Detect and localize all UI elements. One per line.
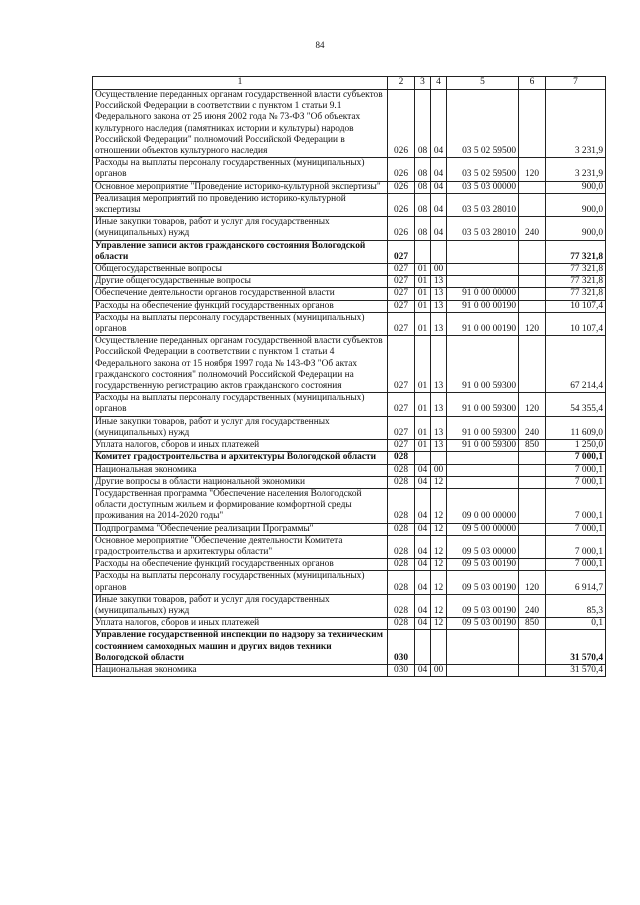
row-sum: 77 321,8 [546,276,606,288]
row-expense-type [519,476,546,488]
table-row [93,336,606,393]
row-section-code: 04 [415,476,431,488]
row-ministry-code: 028 [388,488,415,523]
budget-table [92,76,606,677]
row-sum: 54 355,4 [546,393,606,416]
row-expense-type: 240 [519,217,546,240]
row-subsection-code: 13 [431,288,447,300]
row-target-code [447,464,519,476]
row-expense-type [519,452,546,464]
header-col-7: 7 [546,77,606,90]
row-expense-type [519,276,546,288]
row-subsection-code: 04 [431,193,447,216]
row-target-code [447,476,519,488]
table-row [93,618,606,630]
row-section-code: 01 [415,288,431,300]
row-subsection-code: 12 [431,594,447,617]
row-expense-type [519,336,546,393]
row-section-code: 04 [415,559,431,571]
row-expense-type [519,535,546,558]
row-sum: 7 000,1 [546,464,606,476]
row-name: Иные закупки товаров, работ и услуг для государственных (муниципальных) нужд [93,217,388,240]
header-row [93,77,606,90]
row-name: Реализация мероприятий по проведению историко-культурной экспертизы [93,193,388,216]
header-col-1: 1 [93,77,388,90]
table-row [93,476,606,488]
row-section-code: 04 [415,523,431,535]
row-name: Расходы на выплаты персоналу государственных (муниципальных) органов [93,312,388,335]
table-row [93,452,606,464]
row-subsection-code: 13 [431,336,447,393]
row-expense-type: 120 [519,393,546,416]
header-col-2: 2 [388,77,415,90]
row-subsection-code: 12 [431,535,447,558]
row-subsection-code: 12 [431,476,447,488]
row-expense-type: 120 [519,312,546,335]
row-name: Управление государственной инспекции по надзору за техническим состоянием самоходных машин и других видов техники Вологодской области [93,630,388,665]
table-row [93,276,606,288]
row-sum: 67 214,4 [546,336,606,393]
row-expense-type [519,181,546,193]
table-row [93,559,606,571]
row-ministry-code: 027 [388,288,415,300]
row-expense-type [519,630,546,665]
page-number: 84 [315,40,325,50]
table-row [93,464,606,476]
row-expense-type: 850 [519,618,546,630]
table-body [93,90,606,677]
row-ministry-code: 026 [388,158,415,181]
table-row [93,393,606,416]
row-section-code: 08 [415,193,431,216]
table-row [93,264,606,276]
row-target-code [447,630,519,665]
row-expense-type: 240 [519,416,546,439]
row-ministry-code: 028 [388,618,415,630]
row-name: Основное мероприятие "Проведение историко-культурной экспертизы" [93,181,388,193]
row-sum: 7 000,1 [546,476,606,488]
row-target-code: 09 5 03 00000 [447,535,519,558]
table-row [93,90,606,158]
row-target-code: 03 5 03 28010 [447,217,519,240]
row-sum: 6 914,7 [546,571,606,594]
table-row [93,312,606,335]
row-expense-type [519,240,546,263]
header-col-3: 3 [415,77,431,90]
row-subsection-code: 04 [431,158,447,181]
table-row [93,217,606,240]
row-expense-type [519,664,546,676]
row-section-code: 04 [415,618,431,630]
row-ministry-code: 027 [388,336,415,393]
row-sum: 7 000,1 [546,488,606,523]
row-sum: 7 000,1 [546,523,606,535]
row-name: Иные закупки товаров, работ и услуг для государственных (муниципальных) нужд [93,416,388,439]
row-target-code [447,264,519,276]
row-ministry-code: 028 [388,452,415,464]
row-ministry-code: 026 [388,181,415,193]
row-subsection-code: 12 [431,559,447,571]
row-name: Расходы на обеспечение функций государственных органов [93,300,388,312]
row-subsection-code: 00 [431,264,447,276]
row-section-code: 04 [415,571,431,594]
row-subsection-code: 13 [431,393,447,416]
row-expense-type [519,193,546,216]
row-name: Расходы на обеспечение функций государственных органов [93,559,388,571]
row-section-code: 01 [415,336,431,393]
row-name: Другие вопросы в области национальной экономики [93,476,388,488]
header-col-4: 4 [431,77,447,90]
row-name: Осуществление переданных органам государственной власти субъектов Российской Федерации в соответствии с пунктом 1 статьи 9.1 Федерального закона от 25 июня 2002 года № 73-ФЗ "Об объектах культурного наследия (памятниках истории и культуры) народов Российской Федерации" полномочий Российской Федерации в отношении объектов культурного наследия [93,90,388,158]
row-name: Обеспечение деятельности органов государственной власти [93,288,388,300]
row-target-code: 91 0 00 00190 [447,300,519,312]
row-section-code: 04 [415,664,431,676]
row-target-code: 91 0 00 59300 [447,393,519,416]
row-expense-type: 240 [519,594,546,617]
row-ministry-code: 028 [388,559,415,571]
row-name: Уплата налогов, сборов и иных платежей [93,440,388,452]
row-sum: 10 107,4 [546,312,606,335]
row-sum: 31 570,4 [546,630,606,665]
row-section-code: 04 [415,535,431,558]
row-sum: 77 321,8 [546,288,606,300]
row-sum: 0,1 [546,618,606,630]
row-sum: 7 000,1 [546,452,606,464]
row-ministry-code: 028 [388,594,415,617]
row-expense-type [519,559,546,571]
row-subsection-code: 13 [431,300,447,312]
row-ministry-code: 027 [388,416,415,439]
header-col-5: 5 [447,77,519,90]
row-section-code: 08 [415,181,431,193]
row-sum: 31 570,4 [546,664,606,676]
row-target-code: 03 5 03 28010 [447,193,519,216]
row-section-code: 04 [415,594,431,617]
row-ministry-code: 026 [388,193,415,216]
row-sum: 7 000,1 [546,559,606,571]
row-name: Национальная экономика [93,464,388,476]
row-name: Подпрограмма "Обеспечение реализации Программы" [93,523,388,535]
table-row [93,664,606,676]
row-ministry-code: 027 [388,300,415,312]
row-section-code [415,452,431,464]
table-row [93,193,606,216]
table-row [93,416,606,439]
row-target-code: 91 0 00 00000 [447,288,519,300]
row-section-code: 01 [415,312,431,335]
row-sum: 10 107,4 [546,300,606,312]
row-target-code: 09 5 03 00190 [447,571,519,594]
row-ministry-code: 026 [388,90,415,158]
row-subsection-code: 12 [431,571,447,594]
row-sum: 3 231,9 [546,90,606,158]
row-expense-type [519,464,546,476]
row-target-code: 09 5 03 00190 [447,559,519,571]
row-subsection-code: 13 [431,416,447,439]
row-name: Расходы на выплаты персоналу государственных (муниципальных) органов [93,158,388,181]
row-target-code [447,452,519,464]
row-subsection-code: 04 [431,181,447,193]
row-name: Расходы на выплаты персоналу государственных (муниципальных) органов [93,571,388,594]
row-target-code: 03 5 02 59500 [447,90,519,158]
row-ministry-code: 027 [388,393,415,416]
row-subsection-code: 04 [431,217,447,240]
row-sum: 77 321,8 [546,264,606,276]
row-ministry-code: 027 [388,276,415,288]
table-row [93,594,606,617]
row-subsection-code: 13 [431,440,447,452]
row-ministry-code: 028 [388,464,415,476]
table-row [93,440,606,452]
row-target-code: 09 0 00 00000 [447,488,519,523]
row-subsection-code: 13 [431,312,447,335]
table-row [93,158,606,181]
table-row [93,488,606,523]
row-section-code: 08 [415,90,431,158]
table-row [93,571,606,594]
row-name: Уплата налогов, сборов и иных платежей [93,618,388,630]
row-section-code: 01 [415,276,431,288]
row-name: Другие общегосударственные вопросы [93,276,388,288]
row-subsection-code [431,630,447,665]
row-section-code: 04 [415,488,431,523]
row-section-code: 08 [415,217,431,240]
row-name: Управление записи актов гражданского состояния Вологодской области [93,240,388,263]
row-target-code: 91 0 00 59300 [447,440,519,452]
row-name: Государственная программа "Обеспечение населения Вологодской области доступным жильем и формирование комфортной среды проживания на 2014-2020 годы" [93,488,388,523]
row-subsection-code: 13 [431,276,447,288]
row-name: Осуществление переданных органам государственной власти субъектов Российской Федерации в соответствии с пунктом 1 статьи 4 Федерального закона от 15 ноября 1997 года № 143-ФЗ "Об актах гражданского состояния" полномочий Российской Федерации на государственную регистрацию актов гражданского состояния [93,336,388,393]
row-subsection-code: 12 [431,523,447,535]
row-target-code [447,276,519,288]
row-target-code [447,240,519,263]
table-row [93,300,606,312]
row-subsection-code: 00 [431,464,447,476]
row-target-code: 09 5 03 00190 [447,618,519,630]
table-row [93,523,606,535]
row-target-code: 91 0 00 59300 [447,336,519,393]
row-sum: 7 000,1 [546,535,606,558]
row-sum: 3 231,9 [546,158,606,181]
row-ministry-code: 028 [388,535,415,558]
row-ministry-code: 030 [388,664,415,676]
row-section-code: 01 [415,300,431,312]
row-expense-type [519,264,546,276]
table-row [93,288,606,300]
row-expense-type [519,523,546,535]
row-sum: 900,0 [546,181,606,193]
row-sum: 900,0 [546,193,606,216]
row-expense-type: 120 [519,571,546,594]
row-sum: 1 250,0 [546,440,606,452]
row-subsection-code [431,240,447,263]
row-name: Основное мероприятие "Обеспечение деятельности Комитета градостроительства и архитектуры области" [93,535,388,558]
row-section-code [415,630,431,665]
row-ministry-code: 027 [388,264,415,276]
row-subsection-code: 04 [431,90,447,158]
row-ministry-code: 028 [388,523,415,535]
table-row [93,181,606,193]
row-target-code [447,664,519,676]
row-name: Расходы на выплаты персоналу государственных (муниципальных) органов [93,393,388,416]
row-subsection-code: 00 [431,664,447,676]
row-expense-type: 850 [519,440,546,452]
table-row [93,630,606,665]
row-subsection-code: 12 [431,618,447,630]
row-ministry-code: 027 [388,440,415,452]
row-target-code: 91 0 00 59300 [447,416,519,439]
row-sum: 900,0 [546,217,606,240]
row-name: Комитет градостроительства и архитектуры Вологодской области [93,452,388,464]
table-row [93,535,606,558]
row-sum: 77 321,8 [546,240,606,263]
row-section-code: 01 [415,416,431,439]
row-expense-type [519,488,546,523]
row-section-code: 04 [415,464,431,476]
row-expense-type [519,300,546,312]
row-ministry-code: 027 [388,240,415,263]
row-ministry-code: 028 [388,571,415,594]
row-name: Иные закупки товаров, работ и услуг для государственных (муниципальных) нужд [93,594,388,617]
row-subsection-code [431,452,447,464]
row-ministry-code: 027 [388,312,415,335]
row-target-code: 09 5 03 00190 [447,594,519,617]
row-expense-type: 120 [519,158,546,181]
row-ministry-code: 028 [388,476,415,488]
row-sum: 85,3 [546,594,606,617]
row-section-code: 01 [415,440,431,452]
row-target-code: 09 5 00 00000 [447,523,519,535]
row-subsection-code: 12 [431,488,447,523]
row-section-code: 01 [415,393,431,416]
row-target-code: 03 5 03 00000 [447,181,519,193]
row-section-code [415,240,431,263]
row-name: Национальная экономика [93,664,388,676]
table-row [93,240,606,263]
row-expense-type [519,288,546,300]
row-name: Общегосударственные вопросы [93,264,388,276]
row-ministry-code: 026 [388,217,415,240]
header-col-6: 6 [519,77,546,90]
row-expense-type [519,90,546,158]
row-target-code: 03 5 02 59500 [447,158,519,181]
row-sum: 11 609,0 [546,416,606,439]
row-section-code: 01 [415,264,431,276]
row-ministry-code: 030 [388,630,415,665]
row-section-code: 08 [415,158,431,181]
row-target-code: 91 0 00 00190 [447,312,519,335]
